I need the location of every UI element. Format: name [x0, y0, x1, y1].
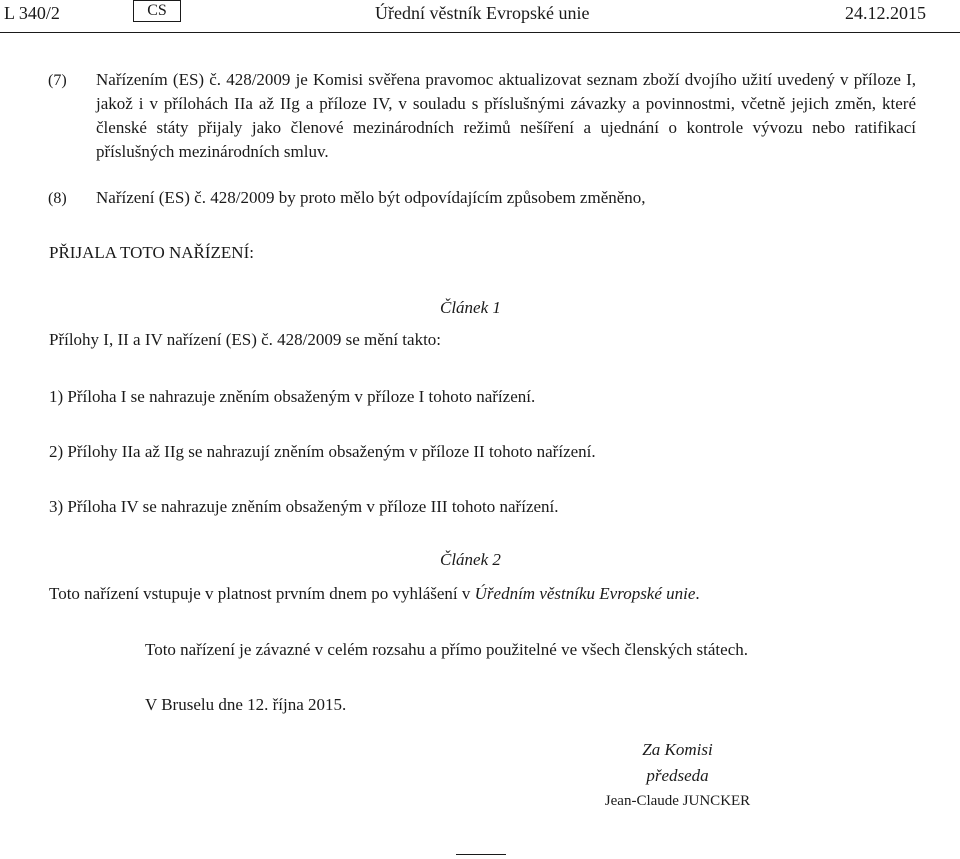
article-1-heading: Článek 1	[440, 298, 501, 317]
signature-name: Jean-Claude JUNCKER	[604, 793, 751, 809]
place-and-date: V Bruselu dne 12. října 2015.	[145, 695, 347, 714]
recital-text: Nařízením (ES) č. 428/2009 je Komisi svěřena pravomoc aktualizovat seznam zboží dvojího užití uvedený v příloze I, jakož i v přílohách IIa až IIg a příloze IV, v souladu s příslušnými závazky a povinnostmi, včetně jejich změn, které členské státy přijaly jako členové mezinárodních režimů nešíření a ujednání o kontrole vývozu nebo ratifikací příslušných mezinárodních smluv.	[96, 70, 916, 161]
official-journal-name: Úředním věstníku Evropské unie	[474, 584, 696, 603]
signature-institution: Za Komisi	[642, 740, 713, 759]
article-1-intro: Přílohy I, II a IV nařízení (ES) č. 428/2009 se mění takto:	[49, 330, 442, 349]
recital-text: Nařízení (ES) č. 428/2009 by proto mělo být odpovídajícím způsobem změněno,	[96, 188, 646, 207]
article-1-item: 2) Přílohy IIa až IIg se nahrazují zněním obsaženým v příloze II tohoto nařízení.	[49, 442, 596, 461]
header-rule	[0, 32, 960, 33]
article-1-item: 1) Příloha I se nahrazuje zněním obsaženým v příloze I tohoto nařízení.	[49, 387, 536, 406]
journal-title: Úřední věstník Evropské unie	[375, 3, 590, 23]
article-2-heading: Článek 2	[440, 550, 501, 569]
article-1-item: 3) Příloha IV se nahrazuje zněním obsaženým v příloze III tohoto nařízení.	[49, 497, 559, 516]
adoption-formula: PŘIJALA TOTO NAŘÍZENÍ:	[49, 243, 254, 262]
signature-role: předseda	[646, 766, 709, 785]
article-2-text	[49, 584, 700, 604]
recital-number: (7)	[48, 72, 67, 89]
recital-number: (8)	[48, 190, 67, 207]
footnote-rule	[456, 854, 506, 855]
publication-date: 24.12.2015	[845, 3, 926, 23]
article-2-text-end: .	[695, 584, 700, 603]
language-badge: CS	[133, 0, 181, 22]
binding-clause: Toto nařízení je závazné v celém rozsahu a přímo použitelné ve všech členských státech.	[145, 640, 748, 659]
page-reference: L 340/2	[4, 3, 60, 23]
article-2-text-start: Toto nařízení vstupuje v platnost prvním dnem po vyhlášení v	[49, 584, 475, 603]
